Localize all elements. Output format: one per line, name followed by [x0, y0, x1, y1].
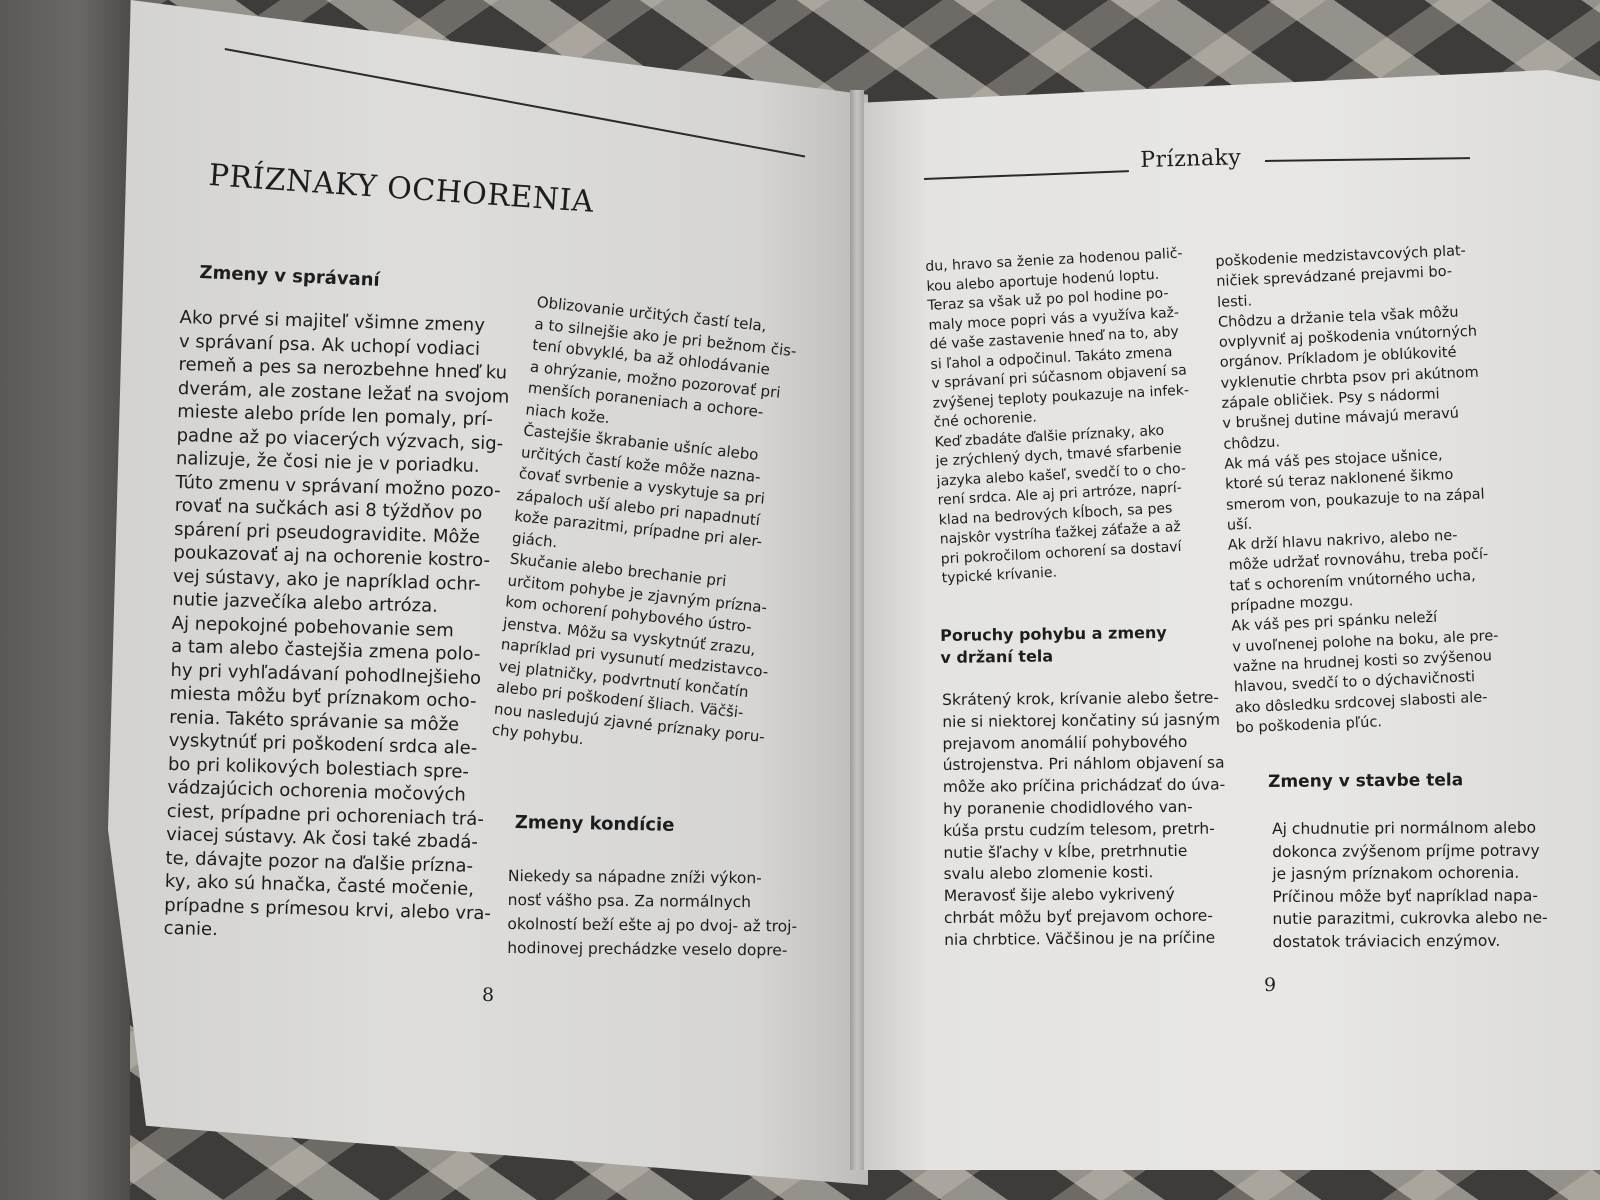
floor-strip [0, 0, 130, 1200]
right-col2-text-b: Aj chudnutie pri normálnom alebo dokonca zvýšenom príjme potravy je jasným príznakom ochorenia. Príčinou môže byť napríklad napa- nutie parazitmi, cukrovka alebo ne- dostatok tráviacich enzýmov. [1272, 818, 1548, 951]
left-col2-text-b: Niekedy sa nápadne zníži výkon- nosť vášho psa. Za normálnych okolností beží ešte aj po dvoj- až troj- hodinovej prechádzke veselo dopre- [507, 866, 798, 960]
left-col2-text: Oblizovanie určitých častí tela, a to silnejšie ako je pri bežnom čis- tení obvyklé, ba až ohlodávanie a ohrýzanie, možno pozorovať pri menších poraneniach a ochore- niach kože. Častejšie škrabanie ušníc alebo určitých častí kože môže nazna- čovať svrbenie a vyskytuje sa pri zápaloch uší alebo pri napadnutí kože parazitmi, prípadne pri aler- giách. Skučanie alebo brechanie pri určitom pohybe je zjavným prízna- kom ochorení pohybového ústro- jenstva. Môžu sa vyskytnúť zrazu, napríklad pri vysunutí medzistavco- vej platničky, podvrtnutí končatín alebo pri poškodení šliach. Väčši- nou nasledujú zjavné príznaky poru- chy pohybu. [491, 292, 798, 749]
chapter-title: PRÍZNAKY OCHORENIA [207, 158, 595, 220]
right-page-number: 9 [1264, 974, 1277, 996]
left-page-number: 8 [482, 984, 495, 1006]
left-col1-text: Ako prvé si majiteľ všimne zmeny v správaní psa. Ak uchopí vodiaci remeň a pes sa nerozbehne hneď ku dverám, ale zostane ležať na svojom mieste alebo príde len pomaly, prí- padne až po viacerých výzvach, sig- nalizuje, že čosi nie je v poriadku. Túto zmenu v správaní možno pozo- rovať na sučkách asi 8 týždňov po spárení pri pseudogravidite. Môže poukazovať aj na ochorenie kostro- vej sústavy, ako je napríklad ochr- nutie jazvečíka alebo artróza. Aj nepokojné pobehovanie sem a tam alebo častejšia zmena polo- hy pri vyhľadávaní pohodlnejšieho miesta môžu byť príznakom ocho- renia. Takéto správanie sa môže vyskytnúť pri poškodení srdca ale- bo pri kolikových bolestiach spre- vádzajúcich ochorenia močových ciest, prípadne pri ochoreniach trá- viacej sústavy. Ak čosi také zbadá- te, dávajte pozor na ďalšie prízna- ky, ako sú hnačka, časté močenie, prípadne s prímesou krvi, alebo vra- canie. [163, 306, 510, 941]
right-col1-heading: Poruchy pohybu a zmeny v držaní tela [940, 622, 1167, 667]
left-col1-heading: Zmeny v správaní [199, 262, 381, 291]
book-spine [850, 90, 864, 1170]
right-col1-text-b: Skrátený krok, krívanie alebo šetre- nie si niektorej končatiny sú jasným prejavom anomálií pohybového ústrojenstva. Pri náhlom objavení sa môže ako príčina prichádzať do úva- hy poranenie chodidlového van- kúša prstu cudzím telesom, pretrh- nutie šľachy v kĺbe, pretrhnutie svalu alebo zlomenie kosti. Meravosť šije alebo vykrivený chrbát môžu byť prejavom ochore- nia chrbtice. Väčšinou je na príčine [942, 688, 1226, 949]
left-col2-heading: Zmeny kondície [514, 812, 675, 836]
right-col2-heading: Zmeny v stavbe tela [1268, 770, 1464, 792]
running-head: Príznaky [1140, 145, 1242, 173]
right-col2-text: poškodenie medzistavcových plat- ničiek sprevádzané prejavmi bo- lesti. Chôdzu a držanie tela však môžu ovplyvniť aj poškodenia vnútorných orgánov. Príkladom je oblúkovité vyklenutie chrbta psov pri akútnom zápale obličiek. Psy s nádormi v brušnej dutine mávajú meravú chôdzu. Ak má váš pes stojace ušnice, ktoré sú teraz naklonené šikmo smerom von, poukazuje to na zápal uší. Ak drží hlavu nakrivo, alebo ne- môže udržať rovnováhu, treba počí- tať s ochorením vnútorného ucha, prípadne mozgu. Ak váš pes pri spánku neleží v uvoľnenej polohe na boku, ale pre- važne na hrudnej kosti so zvýšenou hlavou, svedčí to o dýchavičnosti ako dôsledku srdcovej slabosti ale- bo poškodenia pľúc. [1215, 243, 1499, 737]
right-col1-text: du, hravo sa ženie za hodenou palič- kou alebo aportuje hodenú loptu. Teraz sa však už po pol hodine po- maly moce popri vás a využíva kaž- dé vaše zastavenie hneď na to, aby si ľahol a odpočinul. Takáto zmena v správaní pri súčasnom objavení sa zvýšenej teploty poukazuje na infek- čné ochorenie. Keď zbadáte ďalšie príznaky, ako je zrýchlený dych, tmavé sfarbenie jazyka alebo kašeľ, svedčí to o cho- rení srdca. Ale aj pri artróze, naprí- klad na bedrových kĺboch, sa pes najskôr vystríha ťažkej záťaže a až pri pokročilom ochorení sa dostaví typické krívanie. [925, 245, 1190, 587]
